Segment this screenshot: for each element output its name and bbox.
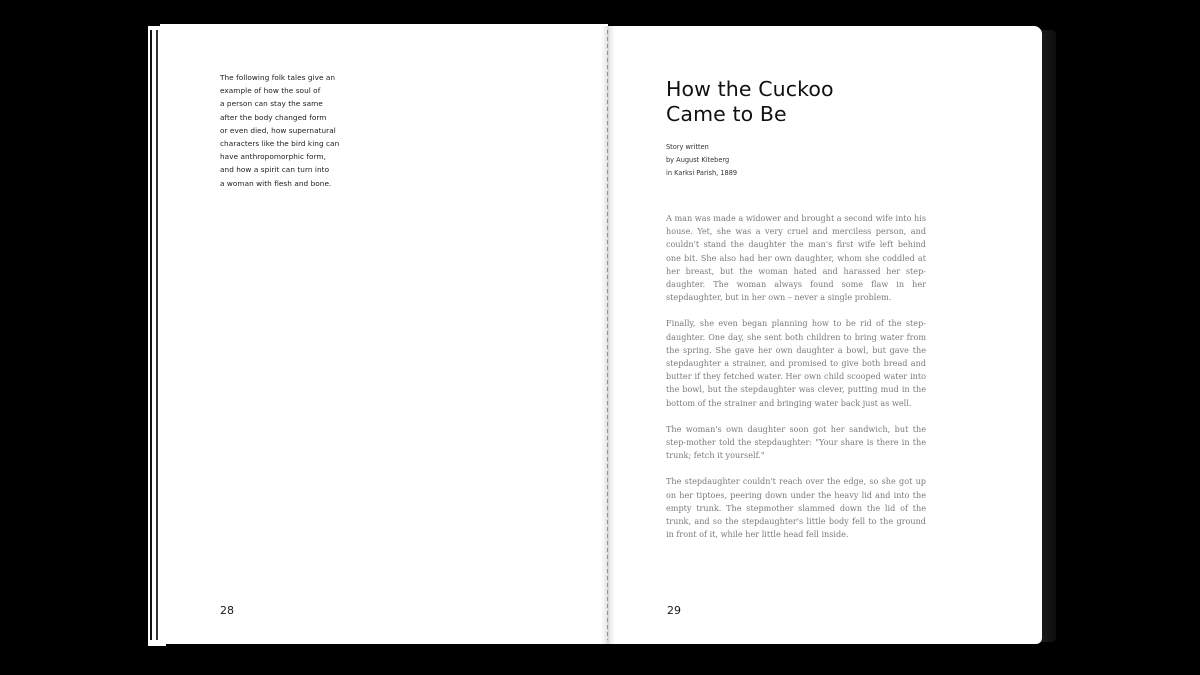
intro-line: a person can stay the same xyxy=(220,99,323,109)
title-line: Came to Be xyxy=(666,102,787,126)
story-body xyxy=(666,212,926,554)
byline-line: by August Kiteberg xyxy=(666,156,730,164)
right-page xyxy=(606,26,1042,644)
intro-line: or even died, how supernatural xyxy=(220,125,336,135)
story-paragraph: Finally, she even began planning how to be rid of the step-daughter. One day, she sent both children to bring water from the spring. She gave her own daughter a bowl, but gave the stepdaughter a strainer, and promised to give both bread and butter if they fetched water. Her own child scooped water into the bowl, but the stepdaughter was clever, putting mud in the bottom of the strainer and bringing water back just as well. xyxy=(666,318,926,408)
story-paragraph: The stepdaughter couldn't reach over the edge, so she got up on her tiptoes, peering down under the heavy lid and into the empty trunk. The stepmother slammed down the lid of the trunk, and so the stepdaughter's little body fell to the ground in front of it, while her little head fell inside. xyxy=(666,476,926,540)
intro-line: characters like the bird king can xyxy=(220,139,340,149)
story-byline xyxy=(666,141,737,180)
intro-text xyxy=(220,71,350,190)
intro-line: after the body changed form xyxy=(220,112,327,122)
byline-line: Story written xyxy=(666,143,709,151)
page-number-left: 28 xyxy=(220,604,234,617)
page-edge-line xyxy=(150,30,152,640)
gutter-stitch xyxy=(607,30,608,640)
intro-line: example of how the soul of xyxy=(220,86,321,96)
intro-line: a woman with flesh and bone. xyxy=(220,178,332,188)
page-number-right: 29 xyxy=(667,604,681,617)
byline-line: in Karksi Parish, 1889 xyxy=(666,169,738,177)
intro-line: The following folk tales give an xyxy=(220,73,336,82)
intro-line: and how a spirit can turn into xyxy=(220,165,330,175)
intro-line: have anthropomorphic form, xyxy=(220,152,327,162)
story-title xyxy=(666,77,834,127)
page-edge-line xyxy=(156,30,158,640)
title-line: How the Cuckoo xyxy=(666,77,834,101)
story-paragraph: A man was made a widower and brought a second wife into his house. Yet, she was a very cruel and merciless person, and couldn't stand the daughter the man's first wife left behind one bit. She also had her own daughter, whom she coddled at her breast, but the woman hated and harassed her step-daughter. The woman always found some flaw in her stepdaughter, but in her own – never a single problem. xyxy=(666,213,926,303)
story-paragraph: The woman's own daughter soon got her sandwich, but the step-mother told the stepdaughter: "Your share is there in the trunk; fetch it yourself." xyxy=(666,423,926,461)
left-page xyxy=(160,24,608,644)
